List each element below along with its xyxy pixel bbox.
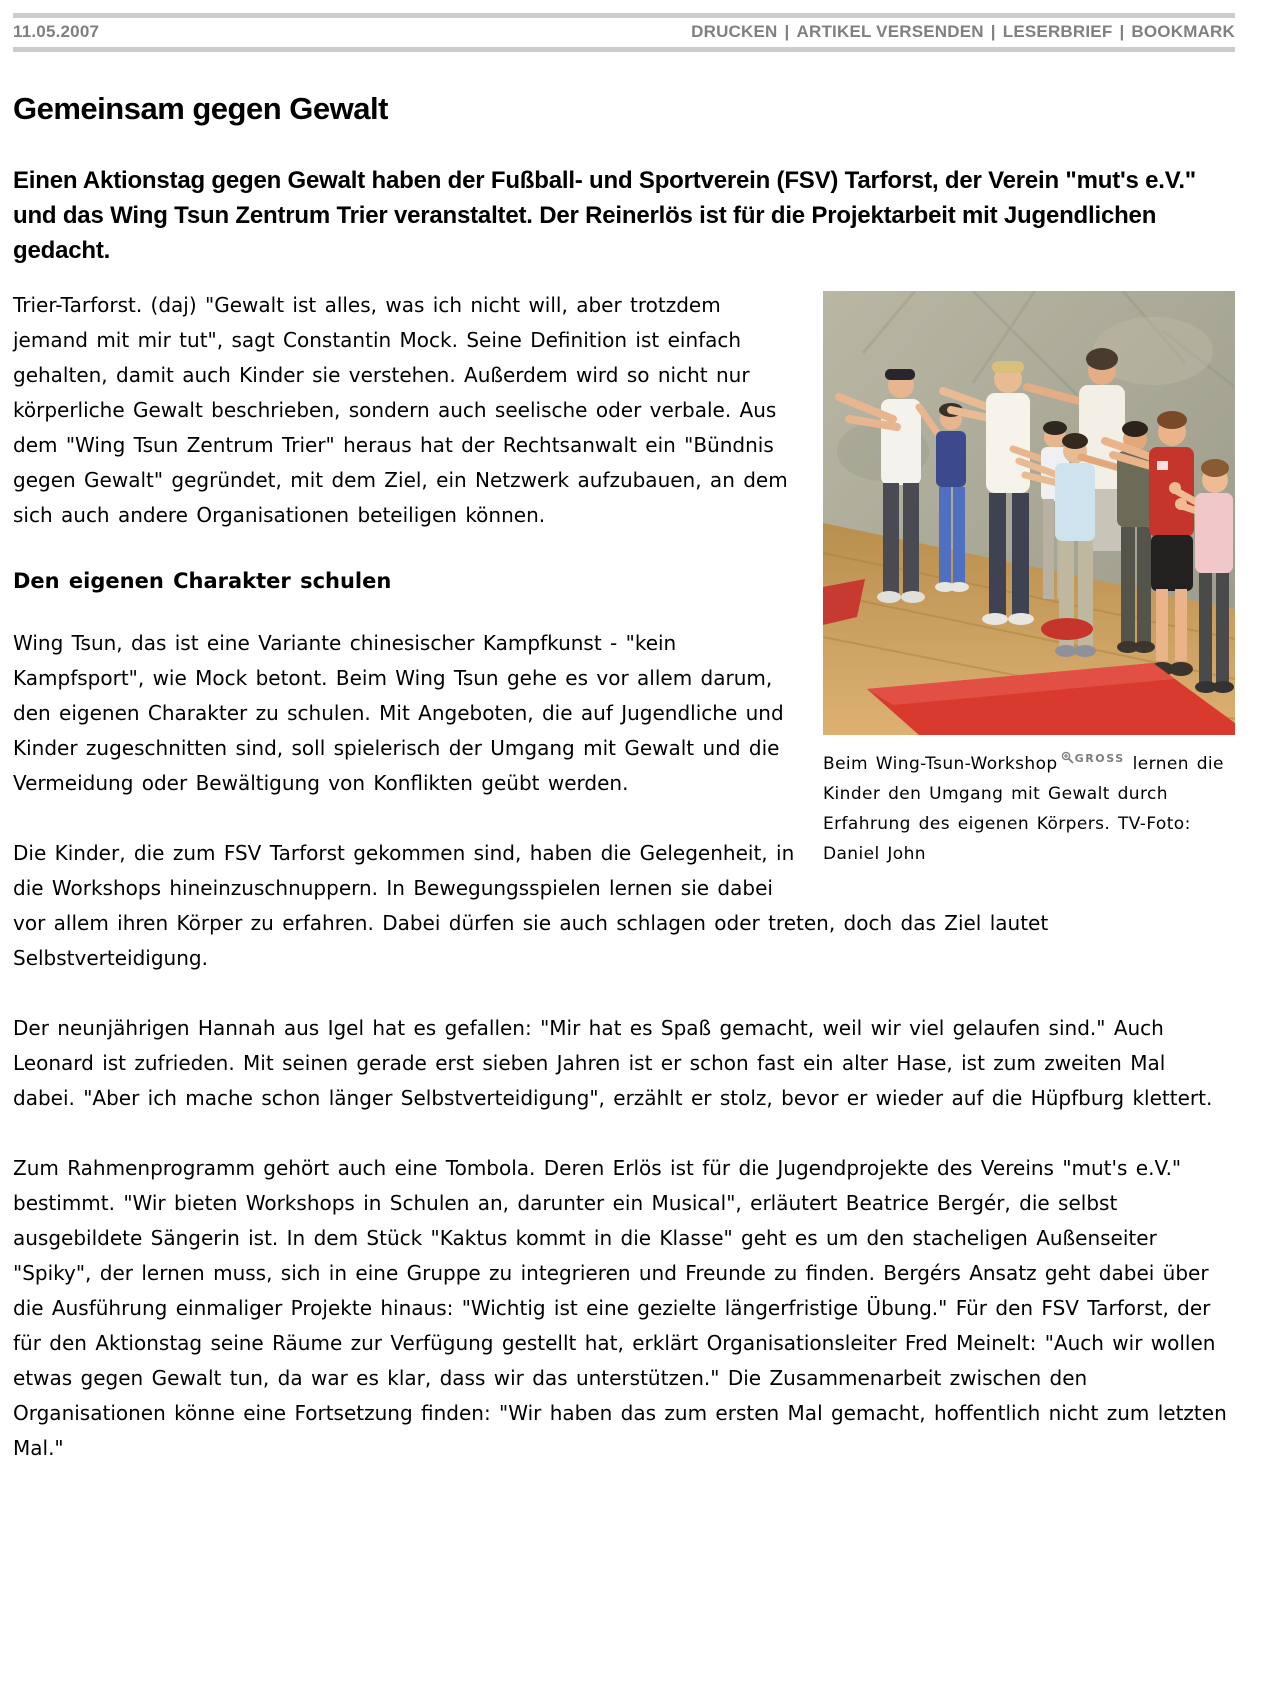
page-title: Gemeinsam gegen Gewalt (13, 91, 388, 126)
enlarge-photo-label: GROSS (1074, 752, 1125, 765)
magnifier-plus-icon (1061, 751, 1074, 764)
article-photo[interactable] (823, 291, 1235, 735)
article-paragraph: Die Kinder, die zum FSV Tarforst gekommen sind, haben die Gelegenheit, in die Workshops hineinzuschnuppern. In Bewegungsspielen lernen sie dabei vor allem ihren Körper zu erfahren. Dabei dürfen sie auch schlagen oder treten, doch das Ziel lautet Selbstverteidigung. (13, 841, 1049, 970)
letter-to-editor-link[interactable]: LESERBRIEF (1002, 22, 1113, 41)
toolbar-menu (691, 22, 1235, 42)
article-figure (823, 291, 1235, 869)
photo-caption-start: Beim Wing-Tsun-Workshop (823, 754, 1058, 774)
workshop-photo-illustration (823, 291, 1235, 735)
article-date: 11.05.2007 (13, 22, 100, 41)
article-subheading: Den eigenen Charakter schulen (13, 569, 392, 593)
bookmark-link[interactable]: BOOKMARK (1131, 22, 1235, 41)
article-paragraph: Wing Tsun, das ist eine Variante chinesischer Kampfkunst - "kein Kampfsport", wie Mock betont. Beim Wing Tsun gehe es vor allem darum, den eigenen Charakter zu schulen. Mit Angeboten, die auf Jugendliche und Kinder zugeschnitten sind, soll spielerisch der Umgang mit Gewalt und die Vermeidung oder Bewältigung von Konflikten geübt werden. (13, 631, 784, 795)
article-lead: Einen Aktionstag gegen Gewalt haben der Fußball- und Sportverein (FSV) Tarforst, der Verein "mut's e.V." und das Wing Tsun Zentrum Trier veranstaltet. Der Reinerlös ist für die Projektarbeit mit Jugendlichen gedacht. (13, 167, 1196, 264)
print-link[interactable]: DRUCKEN (691, 22, 778, 41)
header-divider (13, 47, 1235, 52)
menu-separator: | (784, 22, 790, 41)
menu-separator: | (990, 22, 996, 41)
photo-caption-end: lernen die Kinder den Umgang mit Gewalt durch Erfahrung des eigenen Körpers. TV-Foto: Daniel John (823, 754, 1224, 864)
enlarge-photo-link[interactable] (1061, 752, 1125, 765)
send-article-link[interactable]: ARTIKEL VERSENDEN (796, 22, 984, 41)
article-toolbar (13, 18, 1235, 47)
photo-caption (823, 744, 1235, 869)
article-paragraph: Zum Rahmenprogramm gehört auch eine Tombola. Deren Erlös ist für die Jugendprojekte des Vereins "mut's e.V." bestimmt. "Wir bieten Workshops in Schulen an, darunter ein Musical", erläutert Beatrice Bergér, die selbst ausgebildete Sängerin ist. In dem Stück "Kaktus kommt in die Klasse" geht es um den stacheligen Außenseiter "Spiky", der lernen muss, sich in eine Gruppe zu integrieren und Freunde zu finden. Bergérs Ansatz geht dabei über die Ausführung einmaliger Projekte hinaus: "Wichtig ist eine gezielte längerfristige Übung." Für den FSV Tarforst, der für den Aktionstag seine Räume zur Verfügung gestellt hat, erklärt Organisationsleiter Fred Meinelt: "Auch wir wollen etwas gegen Gewalt tun, da war es klar, dass wir das unterstützen." Die Zusammenarbeit zwischen den Organisationen könne eine Fortsetzung finden: "Wir haben das zum ersten Mal gemacht, hoffentlich nicht zum letzten Mal." (13, 1156, 1227, 1460)
article-paragraph: Trier-Tarforst. (daj) "Gewalt ist alles, was ich nicht will, aber trotzdem jemand mit mir tut", sagt Constantin Mock. Seine Definition ist einfach gehalten, damit auch Kinder sie verstehen. Außerdem wird so nicht nur körperliche Gewalt beschrieben, sondern auch seelische oder verbale. Aus dem "Wing Tsun Zentrum Trier" heraus hat der Rechtsanwalt ein "Bündnis gegen Gewalt" gegründet, mit dem Ziel, ein Netzwerk aufzubauen, an dem sich auch andere Organisationen beteiligen können. (13, 293, 788, 527)
article-body (13, 288, 1235, 1466)
menu-separator: | (1119, 22, 1125, 41)
article-paragraph: Der neunjährigen Hannah aus Igel hat es gefallen: "Mir hat es Spaß gemacht, weil wir viel gelaufen sind." Auch Leonard ist zufrieden. Mit seinen gerade erst sieben Jahren ist er schon fast ein alter Hase, ist zum zweiten Mal dabei. "Aber ich mache schon länger Selbstverteidigung", erzählt er stolz, bevor er wieder auf die Hüpfburg klettert. (13, 1016, 1213, 1110)
